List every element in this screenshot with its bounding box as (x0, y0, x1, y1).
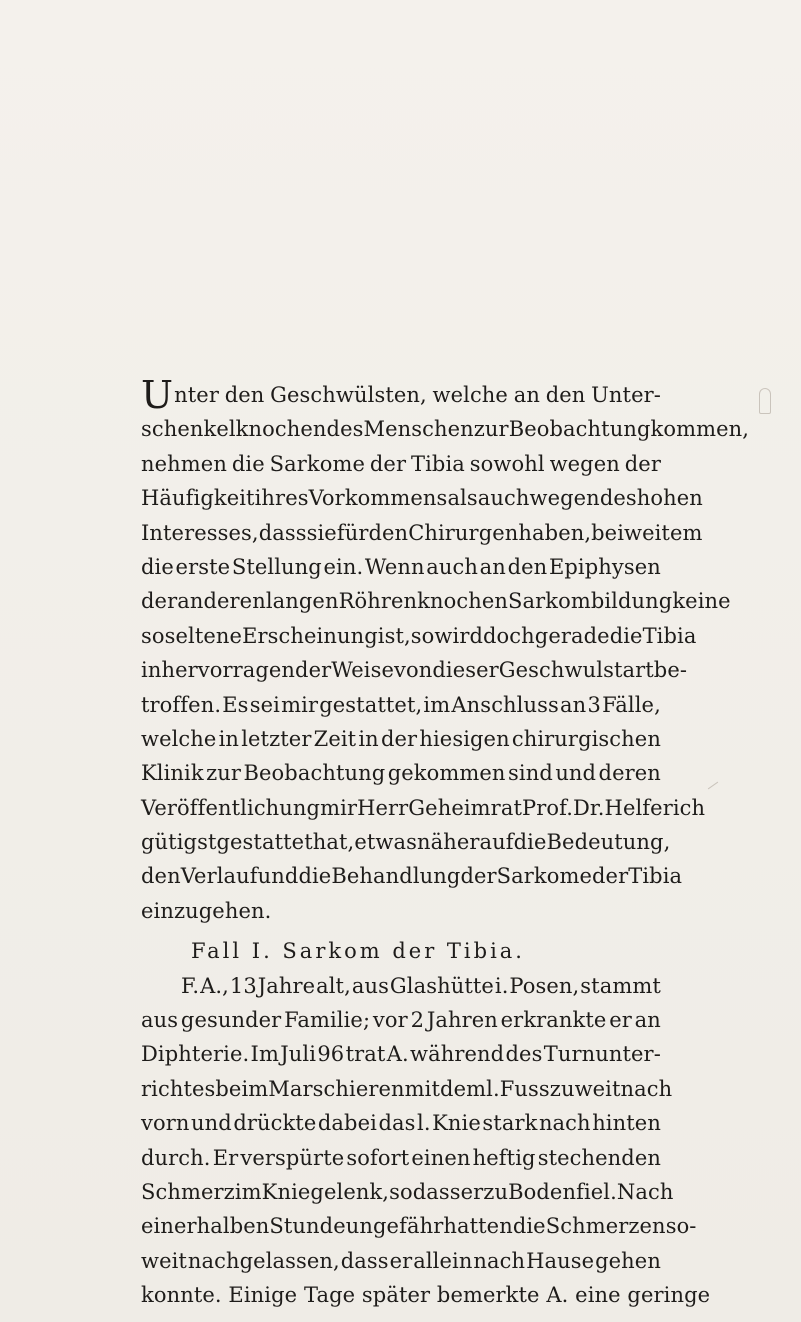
text-line: aus gesunder Familie; vor 2 Jahren erkrankte er an (141, 1008, 661, 1033)
text-line: Veröffentlichung mir Herr Geheimrat Prof. Dr. Helferich (141, 795, 706, 820)
case-heading: Fall I. Sarkom der Tibia. (191, 939, 525, 964)
paragraph-case-1 (141, 969, 711, 1313)
text-line: einer halben Stunde ungefähr hatten die Schmerzen so- (141, 1214, 697, 1239)
text-line: der anderen langen Röhrenknochen Sarkombildung keine (141, 589, 731, 614)
paragraph-intro (141, 373, 750, 928)
text-line: durch. Er verspürte sofort einen heftig stechenden (141, 1145, 661, 1170)
text-line: so seltene Erscheinung ist, so wird doch gerade die Tibia (141, 623, 697, 648)
text-line: Klinik zur Beobachtung gekommen sind und deren (141, 761, 661, 786)
margin-tick-icon (708, 782, 718, 790)
margin-mark-icon (759, 388, 771, 414)
text-line: welche in letzter Zeit in der hiesigen chirurgischen (141, 726, 661, 751)
text-line: in hervorragender Weise von dieser Geschwulstart be- (141, 658, 688, 683)
text-line: troffen. Es sei mir gestattet, im Anschluss an 3 Fälle, (141, 692, 661, 717)
text-line: richtes beim Marschieren mit dem l. Fuss zu weit nach (141, 1076, 673, 1101)
text-line: vorn und drückte dabei das l. Knie stark nach hinten (141, 1111, 661, 1136)
text-line: gütigst gestattet hat, etwas näher auf die Bedeutung, (141, 830, 671, 855)
text-line: Schmerz im Kniegelenk, sodass er zu Boden fiel. Nach (141, 1179, 674, 1204)
text-line: weit nachgelassen, dass er allein nach Hause gehen (141, 1248, 661, 1273)
text-line: F. A., 13 Jahre alt, aus Glashütte i. Posen, stammt (181, 973, 661, 998)
text-line: Diphterie. Im Juli 96 trat A. während des Turnunter- (141, 1042, 661, 1067)
text-line: Häufigkeit ihres Vorkommens als auch wegen des hohen (141, 486, 703, 511)
body-text (141, 373, 750, 1313)
text-line: die erste Stellung ein. Wenn auch an den Epiphysen (141, 554, 661, 579)
text-line: den Verlauf und die Behandlung der Sarkome der Tibia (141, 864, 683, 889)
text-line: konnte. Einige Tage später bemerkte A. eine geringe (141, 1283, 711, 1308)
text-line: nehmen die Sarkome der Tibia sowohl wegen der (141, 451, 661, 476)
text-line: einzugehen. (141, 898, 272, 923)
text-line: Interesses, dass sie für den Chirurgen haben, bei weitem (141, 520, 703, 545)
text-line: schenkelknochen des Menschen zur Beobachtung kommen, (141, 417, 750, 442)
text-line: Unter den Geschwülsten, welche an den Unter- (141, 373, 661, 417)
